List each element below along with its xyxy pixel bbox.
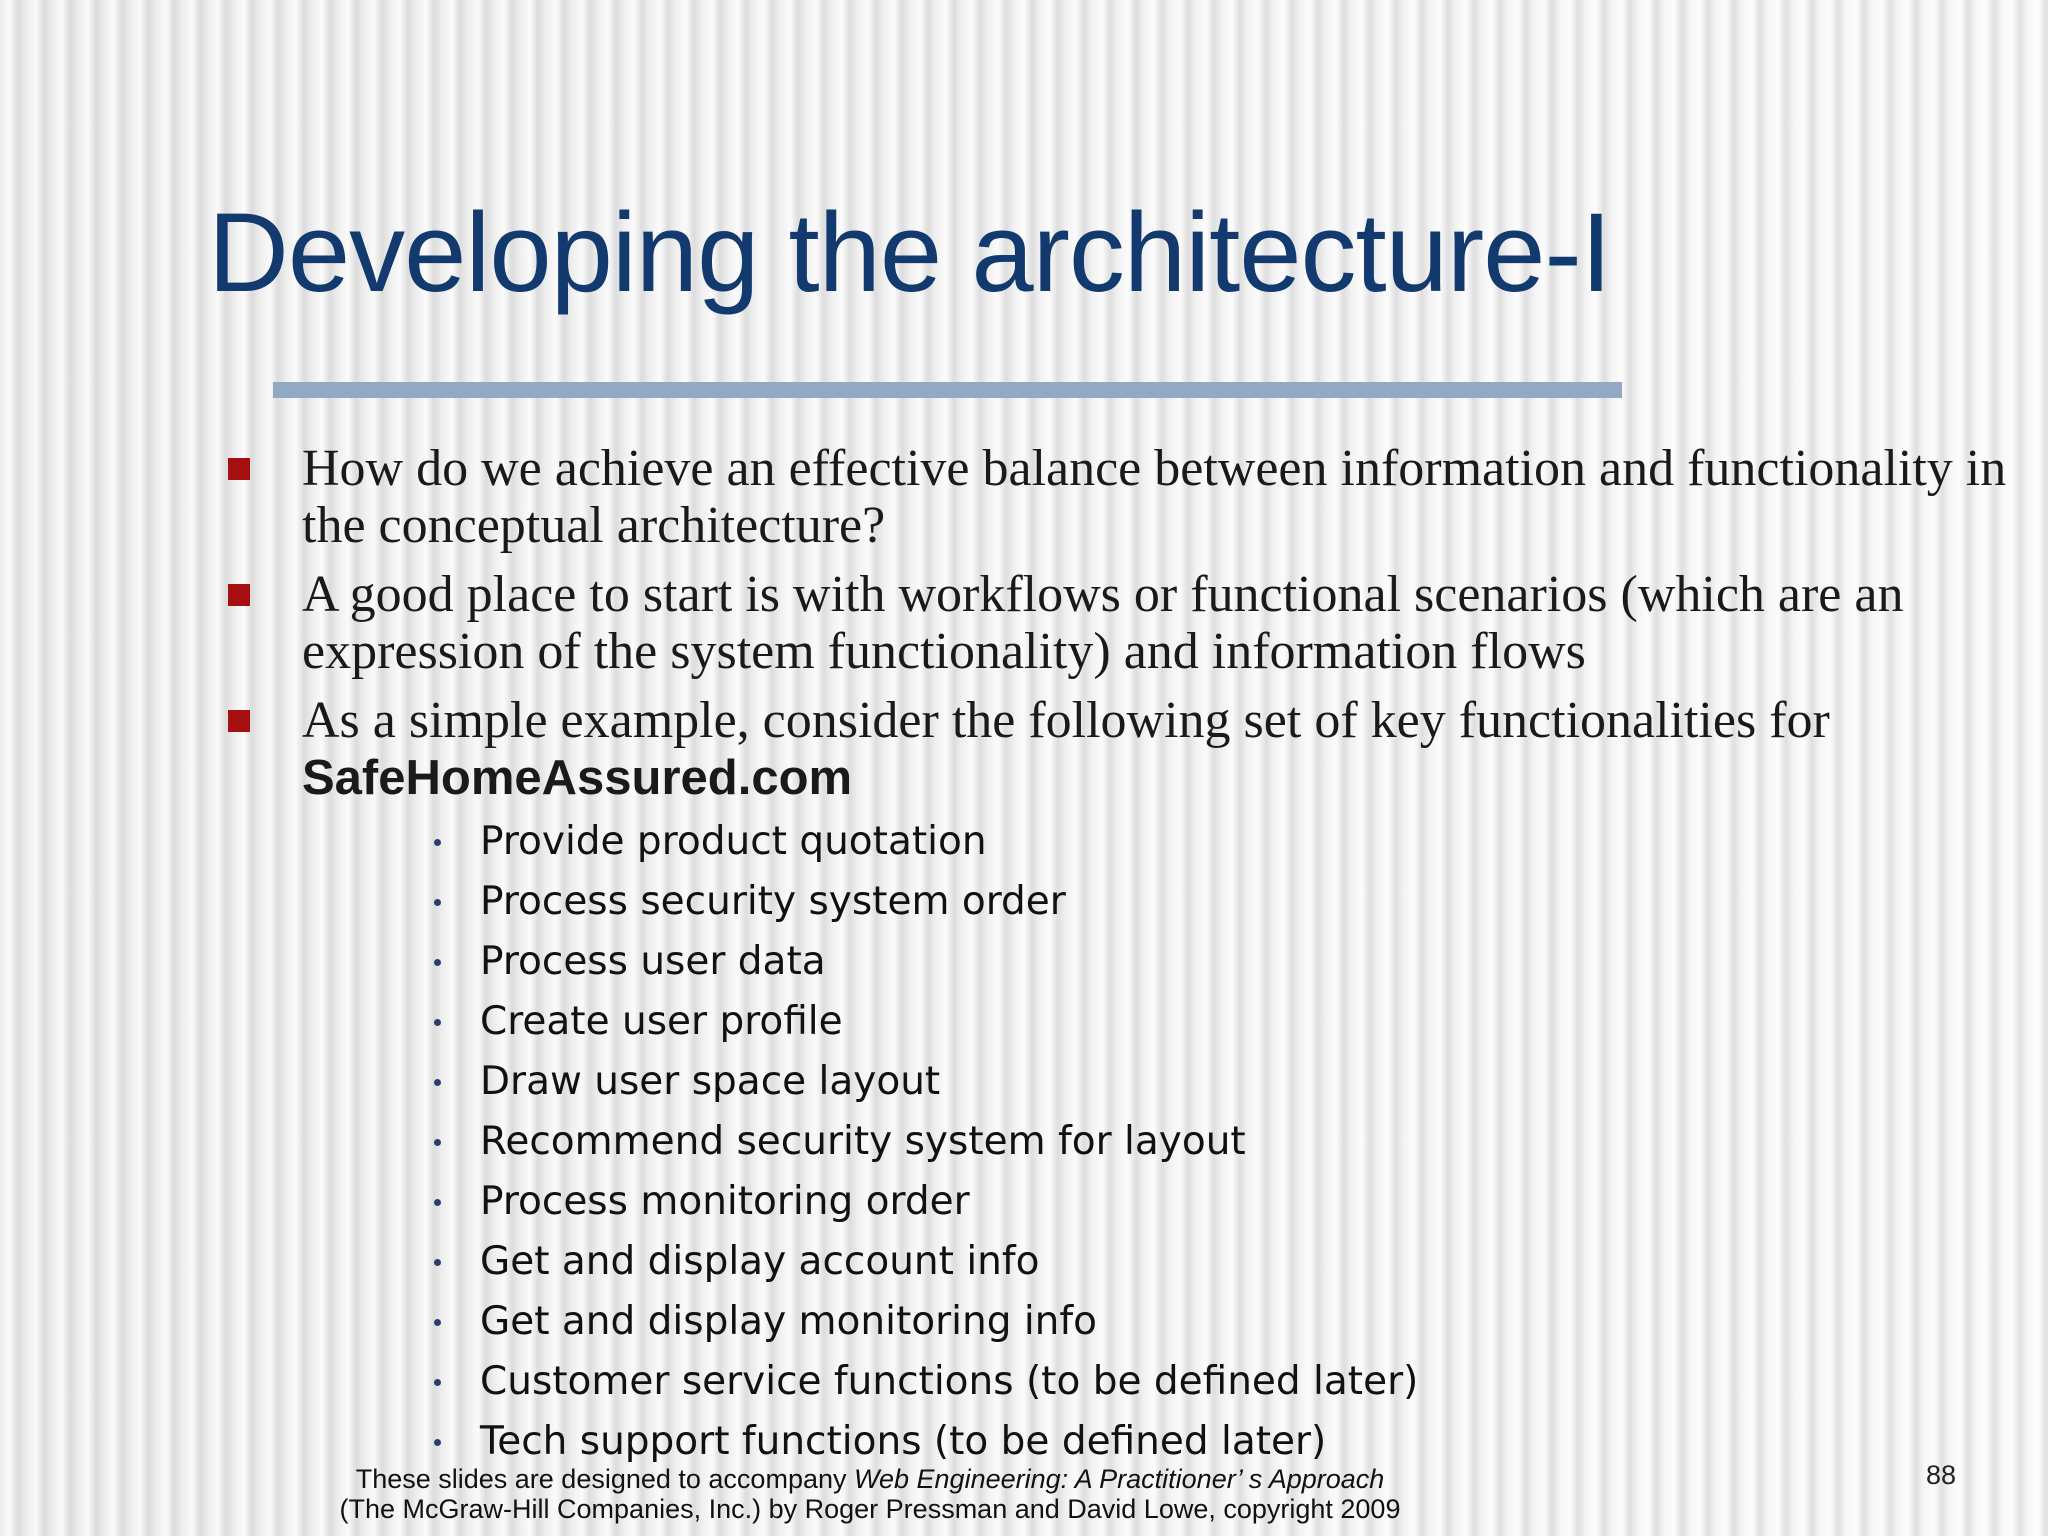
functionality-item — [430, 1412, 1830, 1472]
functionality-text: Customer service functions (to be defined later) — [480, 1359, 1419, 1404]
bullet-item — [228, 566, 2028, 680]
footer-prefix: These slides are designed to accompany — [355, 1464, 854, 1494]
functionality-text: Process monitoring order — [480, 1179, 970, 1224]
functionality-item — [430, 872, 1830, 932]
functionality-item — [430, 1292, 1830, 1352]
dot-bullet-icon — [434, 899, 441, 906]
bullet-item — [228, 692, 2028, 807]
functionality-item — [430, 932, 1830, 992]
bullet-text: How do we achieve an effective balance between information and functionality in the conceptual architecture? — [302, 440, 2007, 554]
dot-bullet-icon — [434, 1019, 441, 1026]
dot-bullet-icon — [434, 1199, 441, 1206]
functionality-item — [430, 1052, 1830, 1112]
slide-footer — [220, 1464, 1520, 1524]
dot-bullet-icon — [434, 1079, 441, 1086]
dot-bullet-icon — [434, 1259, 441, 1266]
dot-bullet-icon — [434, 839, 441, 846]
functionality-text: Process security system order — [480, 879, 1066, 924]
functionality-item — [430, 812, 1830, 872]
dot-bullet-icon — [434, 1319, 441, 1326]
dot-bullet-icon — [434, 959, 441, 966]
square-bullet-icon — [228, 710, 250, 732]
functionality-item — [430, 1352, 1830, 1412]
functionality-item — [430, 1172, 1830, 1232]
functionality-text: Process user data — [480, 939, 826, 984]
dot-bullet-icon — [434, 1139, 441, 1146]
functionality-list — [430, 812, 1830, 1472]
square-bullet-icon — [228, 458, 250, 480]
functionality-text: Draw user space layout — [480, 1059, 941, 1104]
functionality-item — [430, 992, 1830, 1052]
functionality-text: Provide product quotation — [480, 819, 987, 864]
site-name: SafeHomeAssured.com — [302, 751, 853, 805]
functionality-item — [430, 1112, 1830, 1172]
title-underline — [273, 382, 1622, 398]
functionality-text: Tech support functions (to be defined later) — [480, 1419, 1327, 1464]
functionality-item — [430, 1232, 1830, 1292]
functionality-text: Get and display account info — [480, 1239, 1040, 1284]
book-title: Web Engineering: A Practitioner’ s Approach — [854, 1464, 1385, 1494]
footer-line-1 — [220, 1464, 1520, 1494]
bullet-text: A good place to start is with workflows or functional scenarios (which are an expression of the system functionality) and information flows — [302, 566, 1904, 680]
main-bullet-list — [228, 440, 2028, 819]
functionality-text: Create user profile — [480, 999, 843, 1044]
slide-title: Developing the architecture-I — [208, 190, 1611, 315]
dot-bullet-icon — [434, 1439, 441, 1446]
bullet-text: As a simple example, consider the following set of key functionalities for — [302, 692, 1830, 749]
bullet-item — [228, 440, 2028, 554]
functionality-text: Get and display monitoring info — [480, 1299, 1097, 1344]
footer-line-2: (The McGraw-Hill Companies, Inc.) by Roger Pressman and David Lowe, copyright 2009 — [339, 1494, 1401, 1524]
dot-bullet-icon — [434, 1379, 441, 1386]
functionality-text: Recommend security system for layout — [480, 1119, 1246, 1164]
page-number: 88 — [1926, 1460, 1957, 1490]
square-bullet-icon — [228, 584, 250, 606]
